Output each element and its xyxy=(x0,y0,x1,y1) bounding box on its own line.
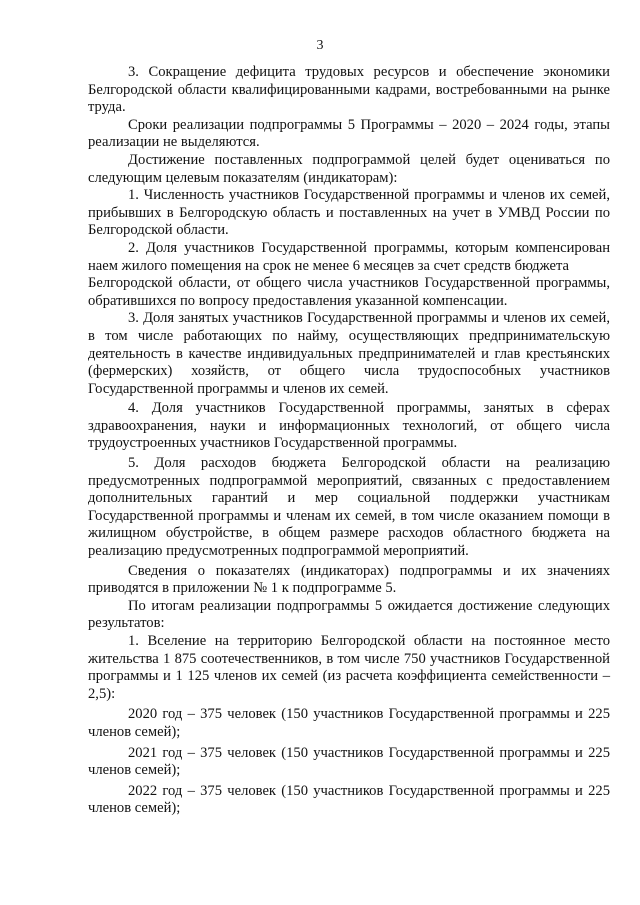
document-body xyxy=(88,64,610,818)
paragraph-goal-3: 3. Сокращение дефицита трудовых ресурсов и обеспечение экономики Белгородской области квалифицированными кадрами, востребованными на рынке труда. xyxy=(88,64,610,116)
page-number: 3 xyxy=(316,38,324,53)
paragraph-indicator-2-cont: Белгородской области, от общего числа участников Государственной программы, обратившихся по вопросу предоставления указанной компенсации. xyxy=(88,275,610,309)
paragraph-result-1: 1. Вселение на территорию Белгородской области на постоянное место жительства 1 875 соотечественников, в том числе 750 участников Государственной программы и 1 125 членов их семей (из расчета коэффициента семейственности – 2,5): xyxy=(88,633,610,702)
paragraph-expected-results-intro: По итогам реализации подпрограммы 5 ожидается достижение следующих результатов: xyxy=(88,597,610,632)
paragraph-year-2020: 2020 год – 375 человек (150 участников Государственной программы и 225 членов семей); xyxy=(88,706,610,740)
paragraph-implementation-period: Сроки реализации подпрограммы 5 Программы – 2020 – 2024 годы, этапы реализации не выделяются. xyxy=(88,116,610,151)
paragraph-year-2022: 2022 год – 375 человек (150 участников Государственной программы и 225 членов семей); xyxy=(88,782,610,817)
paragraph-year-2021: 2021 год – 375 человек (150 участников Государственной программы и 225 членов семей); xyxy=(88,744,610,779)
paragraph-indicators-intro: Достижение поставленных подпрограммой целей будет оцениваться по следующим целевым показателям (индикаторам): xyxy=(88,151,610,186)
paragraph-indicators-appendix: Сведения о показателях (индикаторах) подпрограммы и их значениях приводятся в приложении № 1 к подпрограмме 5. xyxy=(88,562,610,597)
paragraph-indicator-4: 4. Доля участников Государственной программы, занятых в сферах здравоохранения, науки и информационных технологий, от общего числа трудоустроенных участников Государственной программы. xyxy=(88,400,610,452)
paragraph-indicator-5: 5. Доля расходов бюджета Белгородской области на реализацию предусмотренных подпрограммой мероприятий, связанных с предоставлением дополнительных гарантий и мер социальной поддержки участникам Государственной программы и членам их семей, в том числе оказанием помощи в жилищном обустройстве, в общем размере расходов областного бюджета на реализацию предусмотренных подпрограммой мероприятий. xyxy=(88,455,610,560)
paragraph-indicator-3: 3. Доля занятых участников Государственной программы и членов их семей, в том числе работающих по найму, осуществляющих предпринимательскую деятельность в качестве индивидуальных предпринимателей и глав крестьянских (фермерских) хозяйств, от общего числа трудоспособных участников Государственной программы и членов их семей. xyxy=(88,310,610,397)
paragraph-indicator-1: 1. Численность участников Государственной программы и членов их семей, прибывших в Белгородскую область и поставленных на учет в УМВД России по Белгородской области. xyxy=(88,187,610,239)
paragraph-indicator-2: 2. Доля участников Государственной программы, которым компенсирован наем жилого помещения на срок не менее 6 месяцев за счет средств бюджета xyxy=(88,239,610,274)
